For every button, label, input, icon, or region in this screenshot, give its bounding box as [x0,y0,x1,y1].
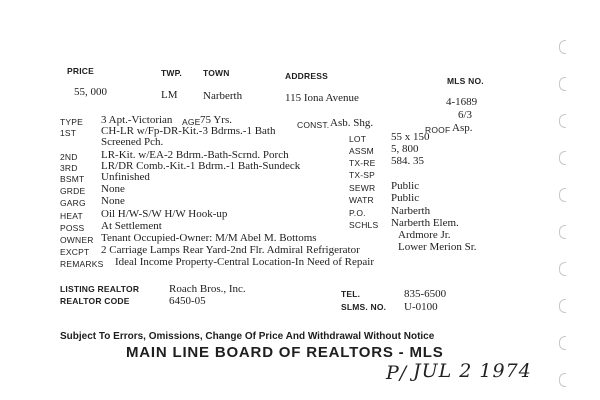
detail-label: 2ND [60,152,78,162]
perforation-mark [559,336,566,350]
fact-value: Public [391,192,420,204]
mls-number: 4-1689 [446,96,478,108]
mls-date: 6/3 [458,109,473,121]
mls-label: MLS NO. [447,76,484,86]
fact-value: Narberth Elem. [391,217,459,229]
stamp-date: JUL 2 1974 [413,360,532,382]
detail-value: Screened Pch. [101,136,164,148]
detail-value: Ideal Income Property-Central Location-In Need of Repair [115,256,375,268]
price-value: 55, 000 [74,86,107,98]
detail-label: BSMT [60,174,85,184]
tel-label: TEL. [341,289,361,299]
twp-label: TWP. [161,68,182,78]
fact-label: SCHLS [349,220,379,230]
realtor-code-label: REALTOR CODE [60,296,130,306]
detail-value: CH-LR w/Fp-DR-Kit.-3 Bdrms.-1 Bath [101,125,276,137]
fact-value: 5, 800 [391,143,419,155]
address-label: ADDRESS [285,71,328,81]
realtor-code-value: 6450-05 [169,295,206,307]
fact-value: Public [391,180,420,192]
const-label: CONST. [297,120,330,130]
detail-value: None [101,183,125,195]
detail-value: 2 Carriage Lamps Rear Yard-2nd Flr. Admiral Refrigerator [101,244,360,256]
listing-realtor-label: LISTING REALTOR [60,284,140,294]
perforation-mark [559,373,566,387]
fact-value: Narberth [391,205,431,217]
stamp-initials: P/ [386,362,408,384]
listing-realtor-value: Roach Bros., Inc. [169,283,246,295]
price-label: PRICE [67,66,94,76]
perforation-mark [559,40,566,54]
detail-label: 3RD [60,163,78,173]
perforation-mark [559,262,566,276]
town-value: Narberth [203,90,243,102]
roof-label: ROOF [425,125,451,135]
fact-value: 584. 35 [391,155,424,167]
disclaimer: Subject To Errors, Omissions, Change Of Price And Withdrawal Without Notice [60,331,435,342]
fact-label: SEWR [349,183,376,193]
fact-label: ASSM [349,146,374,156]
school-jr: Ardmore Jr. [398,229,451,241]
age-value: 75 Yrs. [200,114,232,126]
detail-value: LR/DR Comb.-Kit.-1 Bdrm.-1 Bath-Sundeck [101,160,301,172]
roof-value: Asp. [452,122,473,134]
fact-label: WATR [349,195,374,205]
slms-value: U-0100 [404,301,438,313]
detail-value: None [101,195,125,207]
detail-value: 3 Apt.-Victorian [101,114,173,126]
address-value: 115 Iona Avenue [285,92,359,104]
detail-label: TYPE [60,117,84,127]
school-sr: Lower Merion Sr. [398,241,477,253]
tel-value: 835-6500 [404,288,447,300]
board-title: MAIN LINE BOARD OF REALTORS - MLS [126,344,444,361]
detail-value: Unfinished [101,171,150,183]
perforation-mark [559,225,566,239]
fact-value: 55 x 150 [391,131,430,143]
detail-value: Tenant Occupied-Owner: M/M Abel M. Bottoms [101,232,317,244]
perforation-mark [559,151,566,165]
fact-label: P.O. [349,208,366,218]
detail-value: At Settlement [101,220,162,232]
perforation-mark [559,299,566,313]
detail-value: LR-Kit. w/EA-2 Bdrm.-Bath-Scrnd. Porch [101,149,289,161]
fact-label: TX-RE [349,158,376,168]
perforation-mark [559,188,566,202]
detail-label: POSS [60,223,85,233]
fact-label: LOT [349,134,367,144]
detail-label: OWNER [60,235,94,245]
slms-label: SLMS. NO. [341,302,387,312]
age-label: AGE [182,117,201,127]
perforation-mark [559,114,566,128]
detail-label: REMARKS [60,259,104,269]
twp-value: LM [161,89,178,101]
detail-label: HEAT [60,211,83,221]
fact-label: TX-SP [349,170,376,180]
perforation-mark [559,77,566,91]
const-value: Asb. Shg. [330,117,374,129]
town-label: TOWN [203,68,230,78]
detail-label: 1ST [60,128,77,138]
detail-label: GARG [60,198,86,208]
detail-label: GRDE [60,186,86,196]
detail-value: Oil H/W-S/W H/W Hook-up [101,208,228,220]
detail-label: EXCPT [60,247,90,257]
